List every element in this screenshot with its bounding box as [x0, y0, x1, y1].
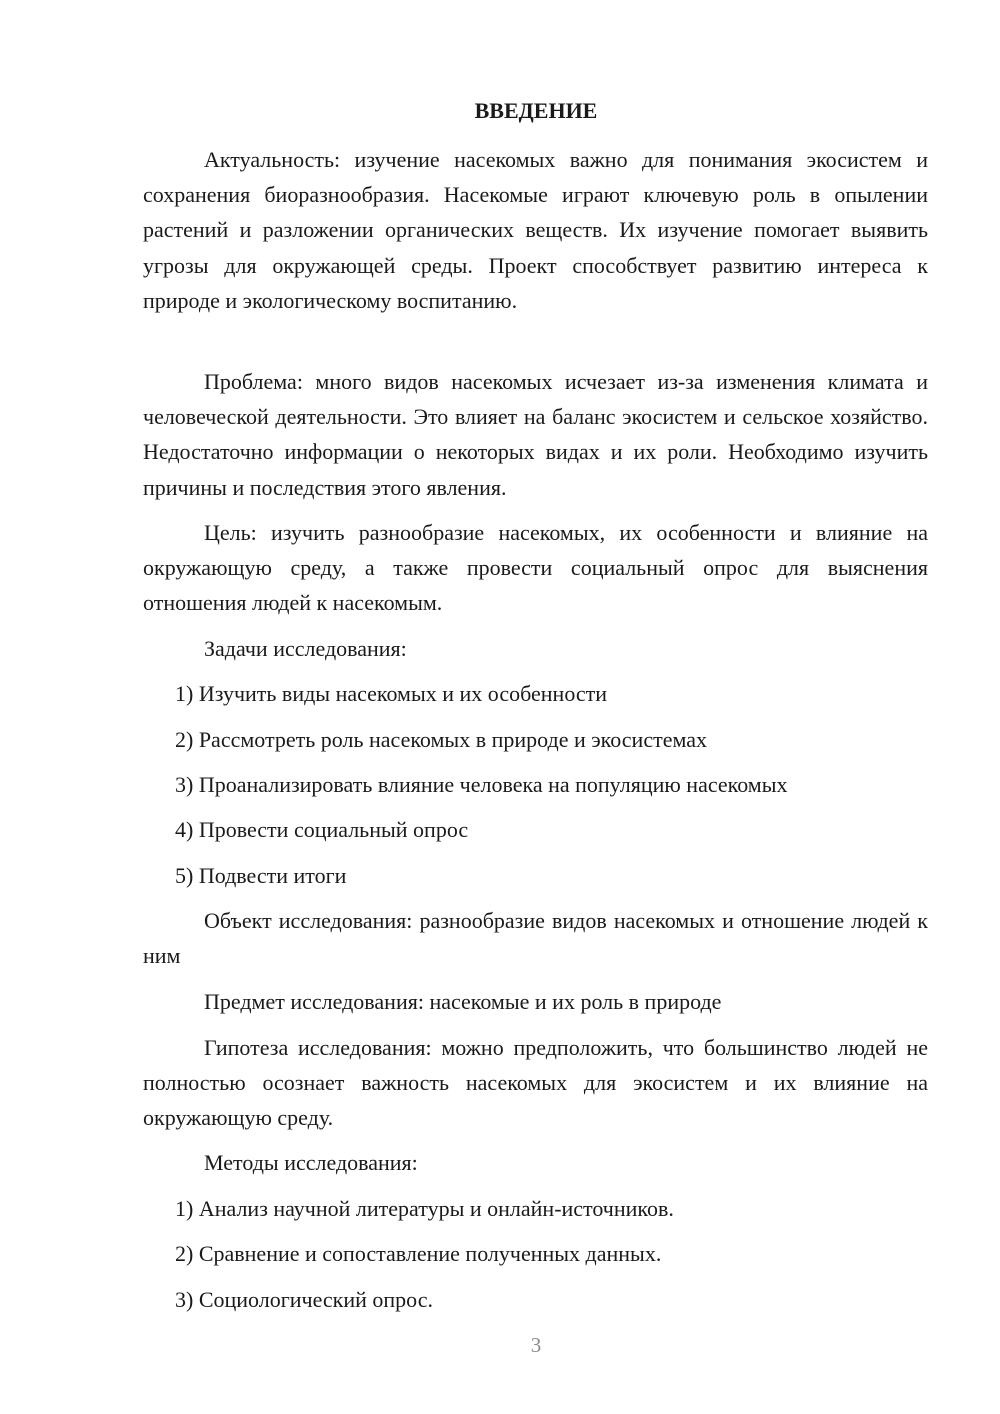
methods-title: Методы исследования: — [204, 1150, 418, 1175]
tasks-title: Задачи исследования: — [204, 636, 407, 661]
method-item: 2) Сравнение и сопоставление полученных данных. — [175, 1241, 662, 1266]
problem-paragraph: Проблема: много видов насекомых исчезает из-за изменения климата и человеческой деятельности. Это влияет на баланс экосистем и сельское хозяйство. Недостаточно информации о некоторых видах и их роли. Необходимо изучить причины и последствия этого явления. — [143, 369, 928, 500]
subject-paragraph: Предмет исследования: насекомые и их роль в природе — [204, 989, 722, 1014]
goal-paragraph: Цель: изучить разнообразие насекомых, их особенности и влияние на окружающую среду, а также провести социальный опрос для выяснения отношения людей к насекомым. — [143, 520, 928, 616]
task-item: 1) Изучить виды насекомых и их особенности — [175, 681, 608, 706]
hypothesis-paragraph: Гипотеза исследования: можно предположить, что большинство людей не полностью осознает важность насекомых для экосистем и их влияние на окружающую среду. — [143, 1035, 928, 1131]
task-item: 5) Подвести итоги — [175, 863, 347, 888]
task-item: 3) Проанализировать влияние человека на популяцию насекомых — [175, 772, 788, 797]
object-paragraph: Объект исследования: разнообразие видов насекомых и отношение людей к ним — [143, 908, 928, 969]
relevance-paragraph: Актуальность: изучение насекомых важно для понимания экосистем и сохранения биоразнообразия. Насекомые играют ключевую роль в опылении растений и разложении органических веществ. Их изучение помогает выявить угрозы для окружающей среды. Проект способствует развитию интереса к природе и экологическому воспитанию. — [143, 147, 928, 313]
method-item: 3) Социологический опрос. — [175, 1287, 433, 1312]
task-item: 4) Провести социальный опрос — [175, 817, 469, 842]
task-item: 2) Рассмотреть роль насекомых в природе и экосистемах — [175, 727, 708, 752]
page-number: 3 — [530, 1333, 542, 1357]
method-item: 1) Анализ научной литературы и онлайн-источников. — [175, 1196, 674, 1221]
section-heading: ВВЕДЕНИЕ — [474, 98, 598, 123]
